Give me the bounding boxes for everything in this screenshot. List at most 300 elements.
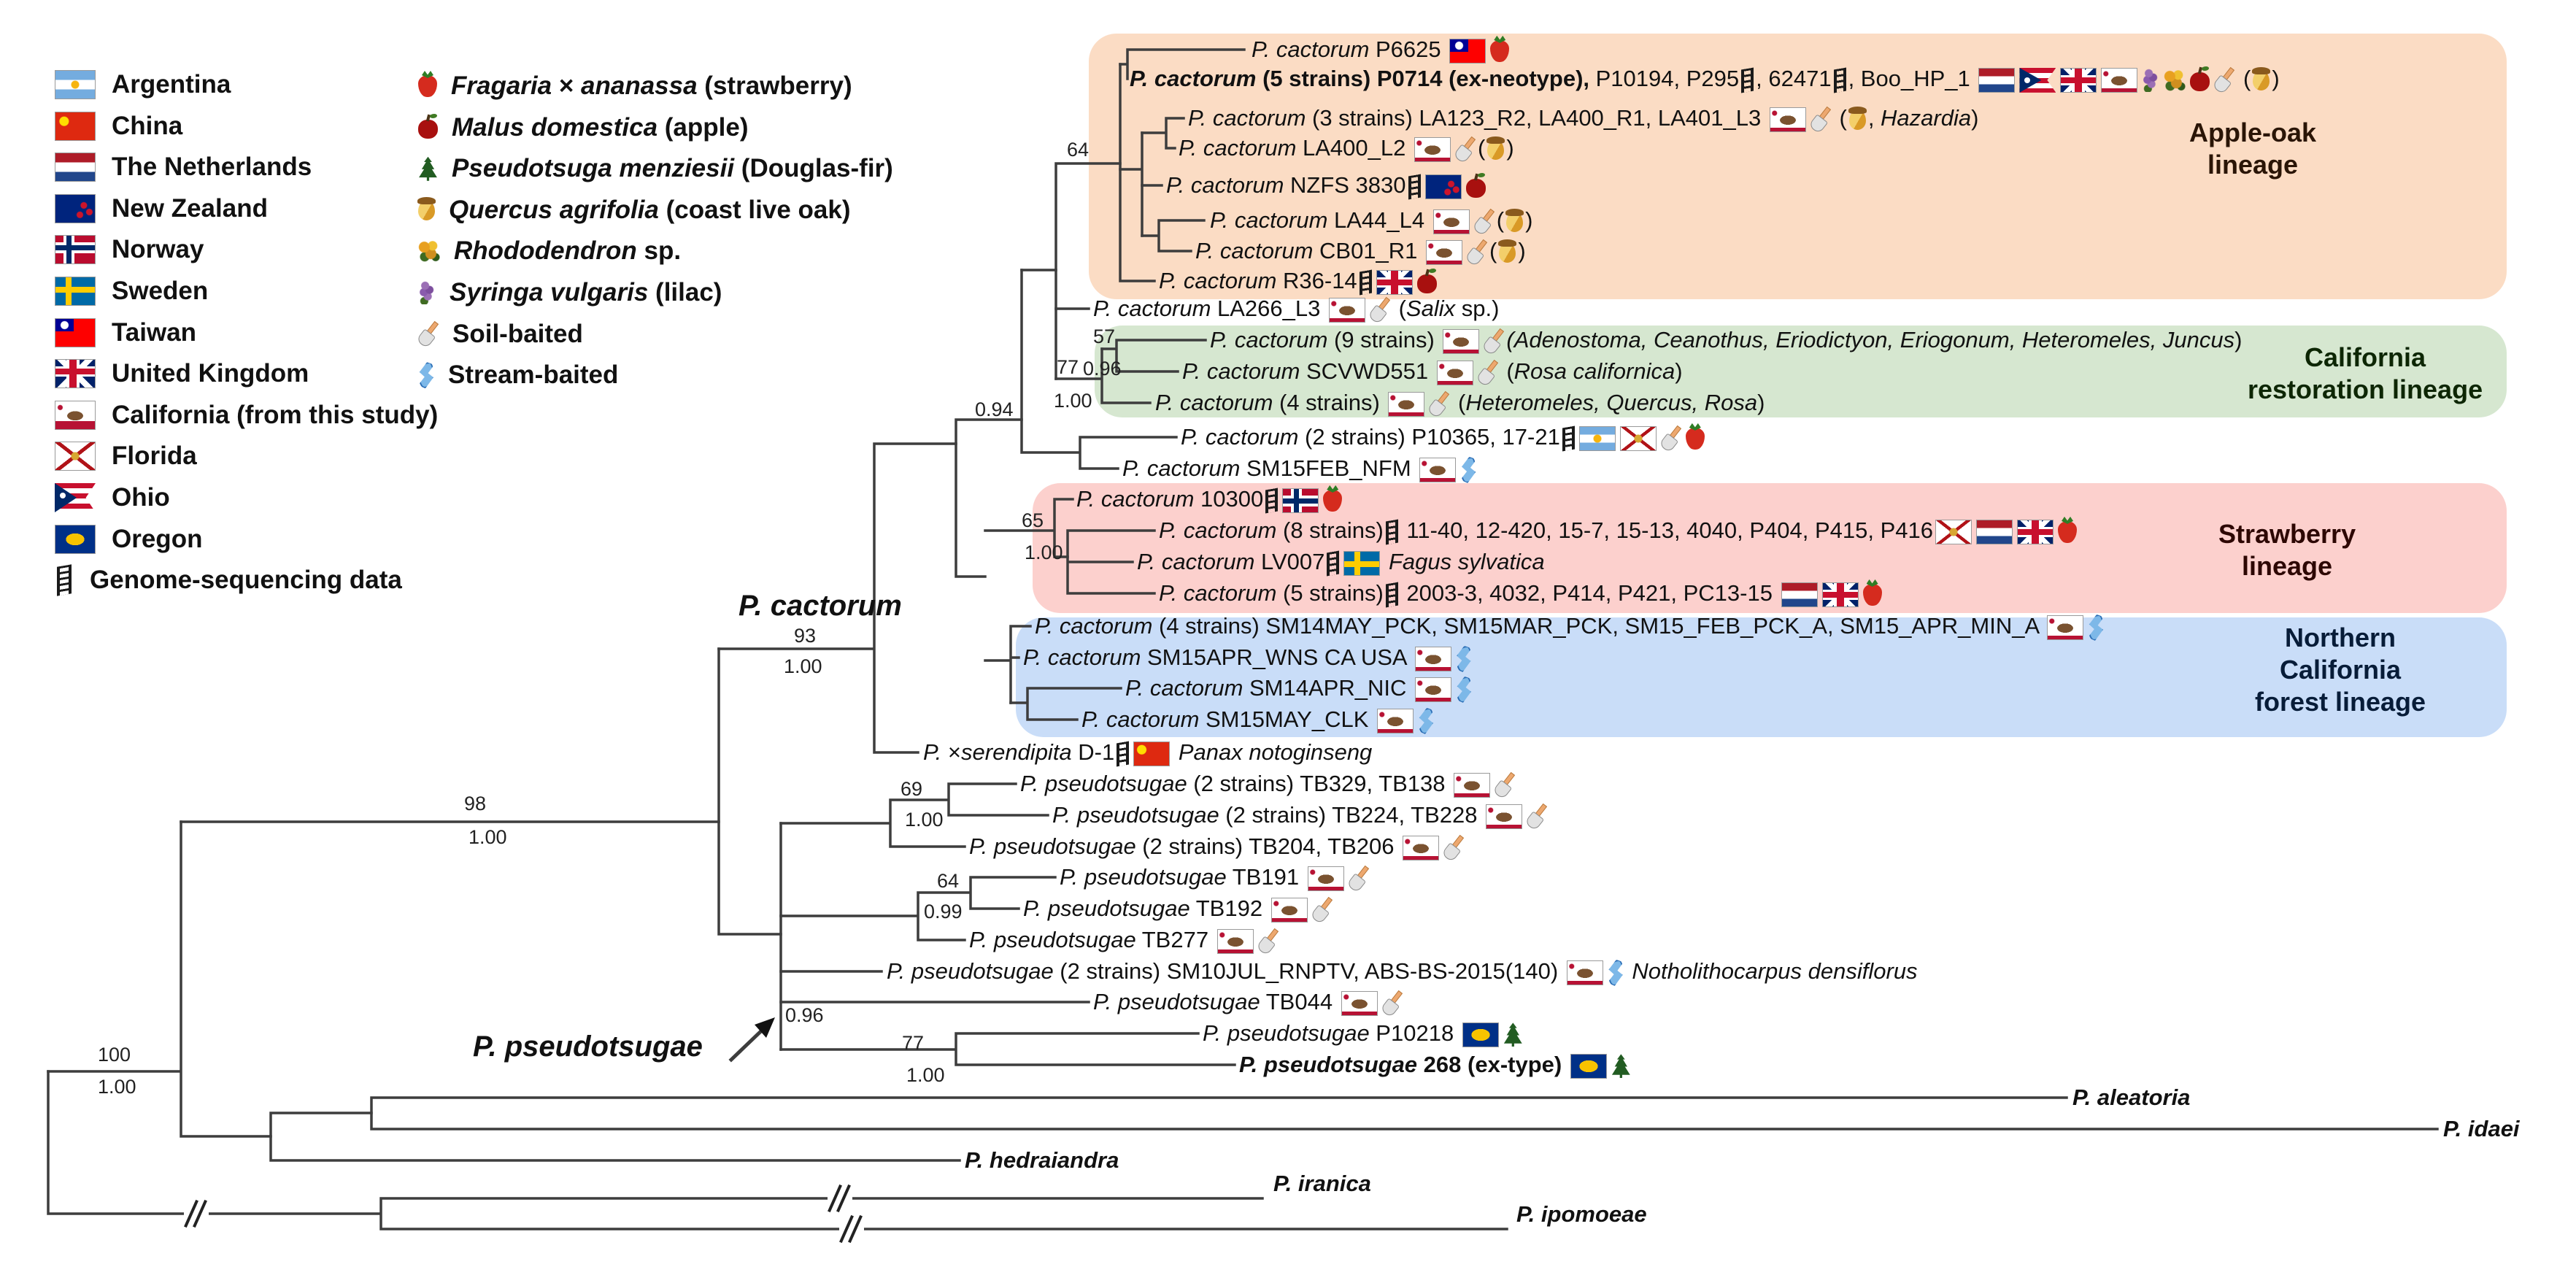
taxon-label [1252, 35, 1511, 64]
soil-baited-icon [1474, 209, 1495, 234]
text-run: , 62471 [1756, 66, 1832, 91]
text-run: (2 strains) TB224, TB228 [1219, 802, 1484, 828]
text-run: Salix [1405, 296, 1456, 321]
california-flag-icon [1308, 866, 1344, 891]
support-value: 1.00 [468, 826, 507, 848]
lineage-title-apple-oak: Apple-oak lineage [2189, 118, 2317, 180]
text-run: LV007 [1254, 549, 1325, 574]
stream-baited-icon [1418, 708, 1434, 734]
legend-label: China [112, 111, 183, 140]
sweden-flag-icon [55, 277, 96, 306]
ohio-flag-icon [2019, 68, 2056, 93]
legend-label: Florida [112, 442, 197, 471]
text-run: (2 strains) P10365, 17-21 [1298, 424, 1560, 450]
text-run: ) [1757, 390, 1765, 415]
california-flag-icon [1415, 647, 1451, 671]
genome-sequencing-icon [1386, 582, 1398, 607]
text-run: P. cactorum [1159, 517, 1277, 543]
california-flag-icon [1443, 329, 1479, 354]
california-flag-icon [1486, 804, 1522, 829]
strawberry-icon [1323, 490, 1342, 512]
genome-sequencing-icon [1562, 425, 1575, 451]
text-run: P. cactorum [1035, 613, 1153, 639]
taiwan-flag-icon [1449, 39, 1486, 63]
stream-baited-icon [1460, 457, 1476, 483]
taxon-label [1159, 579, 1884, 608]
acorn-icon [418, 200, 435, 220]
california-flag-icon [1388, 392, 1424, 417]
california-flag-icon [1454, 773, 1490, 798]
text-run: TB277 [1135, 927, 1215, 952]
argentina-flag-icon [1579, 426, 1616, 451]
strawberry-icon [2058, 521, 2077, 543]
strawberry-icon [1490, 40, 1509, 62]
support-value: 1.00 [905, 809, 944, 831]
apple-icon [418, 120, 438, 139]
text-run: (9 strains) [1327, 327, 1441, 353]
legend-host-row [416, 196, 850, 225]
legend-label: Taiwan [112, 317, 197, 347]
acorn-icon [1487, 139, 1504, 160]
taxon-label [1035, 612, 2106, 641]
text-run: P. idaei [2443, 1116, 2520, 1141]
text-run: P10194, P295 [1589, 66, 1740, 91]
legend-host-row [416, 278, 722, 307]
text-run: P10218 [1369, 1020, 1460, 1046]
text-run: P. cactorum [1122, 455, 1241, 481]
support-value: 64 [1067, 139, 1090, 161]
soil-baited-icon [1455, 137, 1476, 162]
support-value: 98 [464, 793, 487, 814]
genome-sequencing-icon [1386, 519, 1398, 544]
taxon-label [965, 1146, 1119, 1175]
legend-label [448, 361, 618, 390]
taxon-label [1166, 171, 1488, 200]
legend-flag-row [55, 401, 438, 430]
text-run: P. hedraiandra [965, 1147, 1119, 1173]
support-value: 64 [937, 870, 960, 892]
text-run: ) [1525, 207, 1533, 233]
california-flag-icon [1403, 836, 1439, 860]
legend-label [452, 320, 583, 349]
text-run: TB192 [1189, 895, 1269, 921]
text-run: 10300 [1194, 486, 1264, 512]
california-flag-icon [1329, 298, 1365, 323]
support-value: 1.00 [784, 655, 822, 677]
text-run: Soil-baited [452, 319, 583, 348]
netherlands-flag-icon [55, 153, 96, 182]
text-run: Fagus sylvatica [1382, 549, 1545, 574]
genome-sequencing-icon [1408, 174, 1421, 199]
legend-label: Genome-sequencing data [90, 566, 402, 595]
netherlands-flag-icon [1976, 520, 2013, 544]
text-run: ( [1832, 105, 1847, 131]
oregon-flag-icon [55, 525, 96, 554]
text-run: ) [1675, 358, 1683, 384]
text-run: 268 (ex-type) [1417, 1052, 1568, 1077]
legend-label [450, 278, 722, 307]
stream-baited-icon [1456, 646, 1472, 672]
taxon-label [1122, 454, 1478, 483]
soil-baited-icon [1527, 804, 1547, 829]
text-run: SM14APR_NIC [1243, 675, 1413, 701]
text-run: P6625 [1369, 36, 1448, 62]
taxon-label [969, 925, 1281, 955]
taxon-label [1052, 801, 1549, 830]
taxon-label [1179, 134, 1514, 163]
text-run: P. pseudotsugae [1093, 989, 1260, 1014]
text-run: ) [1506, 135, 1514, 161]
text-run: P. cactorum [1159, 268, 1277, 293]
china-flag-icon [55, 112, 96, 141]
soil-baited-icon [1370, 298, 1390, 323]
legend-host-row [416, 361, 618, 390]
soil-baited-icon [1258, 929, 1279, 954]
genome-sequencing-icon [1834, 67, 1846, 93]
support-value: 65 [1022, 509, 1044, 531]
text-run: (Adenostoma, Ceanothus, Eriodictyon, Eriogonum, Heteromeles, Juncus [1506, 327, 2235, 353]
cactorum-group-label: P. cactorum [739, 590, 902, 622]
text-run: ( [1500, 358, 1514, 384]
taxon-label [1023, 894, 1335, 923]
soil-baited-icon [1661, 426, 1681, 451]
text-run: P. cactorum [1181, 424, 1299, 450]
support-value: 93 [794, 625, 817, 647]
california-flag-icon [1433, 209, 1470, 234]
text-run: sp. [636, 236, 682, 266]
text-run: R36-14 [1276, 268, 1357, 293]
text-run: (2 strains) TB329, TB138 [1187, 771, 1452, 796]
douglas-fir-icon [1611, 1054, 1631, 1078]
text-run: (8 strains) [1276, 517, 1384, 543]
california-flag-icon [1217, 929, 1254, 954]
support-value: 69 [901, 778, 923, 800]
legend-label: New Zealand [112, 193, 268, 223]
text-run: (coast live oak) [658, 195, 851, 224]
taxon-label [1273, 1169, 1371, 1198]
legend-host-row [416, 113, 749, 142]
acorn-icon [1499, 242, 1516, 263]
text-run: (Douglas-fir) [734, 154, 893, 183]
text-run: 11-40, 12-420, 15-7, 15-13, 4040, P404, P415, P416 [1400, 517, 1934, 543]
text-run: (4 strains) [1273, 390, 1387, 415]
taxon-label [1081, 705, 1436, 734]
taxon-label [1023, 643, 1474, 672]
text-run: (5 strains) [1276, 580, 1384, 606]
text-run: P. pseudotsugae [969, 927, 1136, 952]
text-run: P. pseudotsugae [1239, 1052, 1418, 1077]
taxon-label [1130, 64, 2280, 93]
legend-label [451, 72, 852, 101]
netherlands-flag-icon [1781, 582, 1818, 607]
text-run: P. cactorum [1188, 105, 1306, 131]
text-run: P. aleatoria [2072, 1085, 2191, 1110]
oregon-flag-icon [1462, 1022, 1499, 1047]
california-flag-icon [1271, 898, 1308, 922]
california-flag-icon [1770, 107, 1806, 132]
taxon-label [2443, 1114, 2520, 1144]
taxon-label [2072, 1083, 2190, 1112]
text-run: (2 strains) TB204, TB206 [1135, 833, 1401, 859]
support-value: 0.96 [785, 1004, 824, 1026]
taiwan-flag-icon [55, 318, 96, 347]
genome-sequencing-icon [1360, 269, 1372, 295]
legend-flag-row [55, 483, 170, 512]
text-run: (apple) [658, 112, 749, 142]
legend-label: United Kingdom [112, 359, 309, 388]
text-run: P. pseudotsugae [1052, 802, 1219, 828]
legend-label [452, 154, 893, 183]
text-run: P. cactorum [1179, 135, 1297, 161]
legend-host-row [416, 72, 852, 101]
text-run: (lilac) [648, 278, 722, 307]
legend-flag-row [55, 525, 202, 554]
text-run: Quercus agrifolia [449, 195, 659, 224]
text-run: P. cactorum [1182, 358, 1300, 384]
soil-baited-icon [1495, 773, 1515, 798]
new-zealand-flag-icon [1425, 174, 1462, 199]
text-run: P. [923, 739, 948, 765]
text-run: P. iranica [1273, 1171, 1371, 1196]
soil-baited-icon [1484, 329, 1504, 354]
text-run: (strawberry) [697, 72, 852, 100]
taxon-label [1020, 769, 1517, 798]
genome-sequencing-icon [1117, 741, 1129, 766]
text-run: ananassa [581, 72, 698, 100]
genome-sequencing-icon [1741, 67, 1754, 93]
california-flag-icon [1437, 361, 1473, 385]
support-value: 0.99 [924, 901, 963, 922]
text-run: Stream-baited [448, 361, 619, 390]
text-run: serendipita [961, 739, 1072, 765]
text-run: (3 strains) LA123_R2, LA400_R1, LA401_L3 [1306, 105, 1767, 131]
text-run: Hazardia [1881, 105, 1972, 131]
new-zealand-flag-icon [55, 194, 96, 223]
text-run: Syringa vulgaris [450, 278, 649, 307]
text-run: P. cactorum [1137, 549, 1255, 574]
california-flag-icon [55, 401, 96, 430]
apple-icon [1466, 179, 1486, 198]
text-run: P. cactorum [1076, 486, 1195, 512]
legend-label: Sweden [112, 277, 209, 305]
lineage-title-strawberry: Strawberry lineage [2218, 519, 2356, 581]
taxon-label [923, 738, 1372, 767]
taxon-label [1093, 294, 1499, 323]
stream-baited-icon [418, 362, 434, 388]
apple-icon [2190, 72, 2210, 91]
taxon-label [1093, 987, 1405, 1017]
text-run: P. cactorum [1023, 644, 1141, 670]
text-run: 2003-3, 4032, P414, P421, PC13-15 [1400, 580, 1779, 606]
branch-break [839, 1213, 864, 1245]
text-run: ( [1477, 135, 1486, 161]
text-run: × [552, 72, 582, 100]
legend-label [454, 236, 681, 266]
legend-label: The Netherlands [112, 153, 312, 182]
support-value: 57 [1093, 326, 1116, 347]
text-run: P. cactorum [1125, 675, 1243, 701]
china-flag-icon [1133, 741, 1170, 766]
california-flag-icon [2101, 68, 2137, 93]
text-run: P. pseudotsugae [1023, 895, 1190, 921]
text-run: P. pseudotsugae [887, 958, 1054, 984]
support-value: 0.96 [1083, 358, 1122, 380]
text-run: P. cactorum [1093, 296, 1211, 321]
soil-baited-icon [1349, 866, 1369, 891]
taxon-label [1181, 423, 1707, 452]
text-run: Panax notoginseng [1172, 739, 1373, 765]
lilac-icon [418, 281, 436, 304]
text-run: LA400_L2 [1296, 135, 1412, 161]
legend-label [449, 196, 850, 225]
text-run: SM15MAY_CLK [1199, 706, 1376, 732]
united-kingdom-flag-icon [1376, 270, 1413, 295]
california-flag-icon [2047, 615, 2083, 640]
text-run: ( [1451, 390, 1466, 415]
support-value: 0.94 [975, 398, 1014, 420]
stream-baited-icon [1456, 677, 1472, 703]
branch-break [828, 1182, 852, 1214]
united-kingdom-flag-icon [2060, 68, 2097, 93]
lilac-icon [2142, 69, 2159, 92]
text-run: Pseudotsuga menziesii [452, 154, 735, 183]
text-run: P. cactorum [1130, 66, 1257, 91]
taxon-label [969, 832, 1466, 861]
acorn-icon [2253, 70, 2270, 90]
text-run: TB044 [1260, 989, 1339, 1014]
text-run: P. cactorum [1159, 580, 1277, 606]
taxon-label [1159, 266, 1439, 296]
text-run: Heteromeles, Quercus, Rosa [1465, 390, 1758, 415]
taxon-label [887, 957, 1918, 986]
support-value: 1.00 [1025, 542, 1063, 563]
text-run: ) [1518, 238, 1526, 263]
florida-flag-icon [1935, 520, 1972, 544]
branch-break [184, 1198, 209, 1230]
taxon-label [1155, 388, 1765, 417]
soil-baited-icon [1429, 392, 1449, 417]
strawberry-icon [418, 75, 437, 97]
united-kingdom-flag-icon [55, 359, 96, 388]
legend-label: California (from this study) [112, 400, 439, 429]
taxon-label [1239, 1050, 1633, 1079]
california-flag-icon [1419, 458, 1456, 482]
text-run: P. cactorum [1210, 327, 1328, 353]
sweden-flag-icon [1343, 551, 1380, 576]
legend-host-row [416, 320, 583, 349]
text-run: CB01_R1 [1313, 238, 1424, 263]
legend-label: Argentina [112, 70, 231, 99]
taxon-label [1182, 357, 1683, 386]
text-run: ) [1971, 105, 1979, 131]
taxon-label [1210, 326, 2242, 355]
support-value: 100 [98, 1044, 131, 1066]
legend-label: Norway [112, 235, 204, 264]
legend-flag-row [55, 442, 197, 471]
text-run: × [947, 739, 962, 765]
text-run: , [1867, 105, 1881, 131]
text-run: ) [2234, 327, 2243, 353]
argentina-flag-icon [55, 70, 96, 99]
soil-baited-icon [1467, 240, 1487, 265]
text-run: ( [1392, 296, 1406, 321]
california-flag-icon [1341, 991, 1378, 1016]
soil-baited-icon [2214, 68, 2234, 93]
text-run: P. cactorum [1252, 36, 1370, 62]
acorn-icon [1506, 212, 1523, 232]
text-run: Fragaria [451, 72, 552, 100]
text-run: (5 strains) P0714 (ex-neotype), [1256, 66, 1590, 91]
soil-baited-icon [1312, 898, 1333, 922]
text-run: ) [2272, 66, 2280, 91]
text-run: (2 strains) SM10JUL_RNPTV, ABS-BS-2015(140) [1053, 958, 1565, 984]
california-flag-icon [1567, 960, 1603, 985]
lineage-title-california-restoration: California restoration lineage [2248, 342, 2483, 404]
california-flag-icon [1426, 240, 1462, 265]
text-run: , Boo_HP_1 [1848, 66, 1977, 91]
legend-host-row [416, 236, 681, 266]
legend-flag-row [55, 359, 309, 388]
text-run: NZFS 3830 [1284, 172, 1406, 198]
support-value: 77 [902, 1032, 925, 1054]
legend-host-row [416, 154, 893, 183]
support-value: 1.00 [906, 1064, 945, 1086]
text-run: LA266_L3 [1211, 296, 1327, 321]
legend-flag-row [55, 112, 182, 141]
text-run: TB191 [1226, 864, 1306, 890]
norway-flag-icon [55, 235, 96, 264]
text-run: P. cactorum [1166, 172, 1284, 198]
support-value: 1.00 [1054, 390, 1092, 412]
legend-flag-row [55, 318, 196, 347]
text-run: sp.) [1455, 296, 1500, 321]
legend-flag-row [55, 194, 268, 223]
netherlands-flag-icon [1978, 68, 2015, 93]
text-run: Malus domestica [452, 112, 658, 142]
text-run: SM15APR_WNS CA USA [1141, 644, 1413, 670]
taxon-label [1210, 206, 1532, 235]
california-flag-icon [1414, 137, 1451, 162]
legend-flag-row [55, 153, 312, 182]
taxon-label [1137, 547, 1545, 577]
florida-flag-icon [55, 442, 96, 471]
soil-baited-icon [1443, 836, 1464, 860]
douglas-fir-icon [1503, 1022, 1523, 1047]
legend-flag-row [55, 235, 204, 264]
text-run: Notholithocarpus densiflorus [1625, 958, 1918, 984]
soil-baited-icon [1382, 991, 1403, 1016]
taxon-label [1060, 863, 1371, 892]
ohio-flag-icon [55, 483, 96, 512]
text-run: ( [1496, 207, 1505, 233]
text-run: P. cactorum [1195, 238, 1314, 263]
text-run: SM15FEB_NFM [1240, 455, 1418, 481]
soil-baited-icon [418, 322, 439, 347]
text-run: P. cactorum [1081, 706, 1200, 732]
legend-label: Oregon [112, 524, 203, 553]
support-value: 77 [1057, 356, 1079, 378]
united-kingdom-flag-icon [1822, 582, 1859, 607]
douglas-fir-icon [418, 157, 438, 181]
soil-baited-icon [1810, 107, 1831, 132]
lineage-title-northern-california-forest: Northern California forest lineage [2255, 623, 2426, 717]
acorn-icon [1849, 109, 1866, 130]
california-flag-icon [1377, 709, 1414, 733]
taxon-label [1203, 1019, 1525, 1048]
legend-flag-row [55, 566, 402, 595]
text-run: SCVWD551 [1300, 358, 1435, 384]
california-flag-icon [1415, 677, 1451, 702]
